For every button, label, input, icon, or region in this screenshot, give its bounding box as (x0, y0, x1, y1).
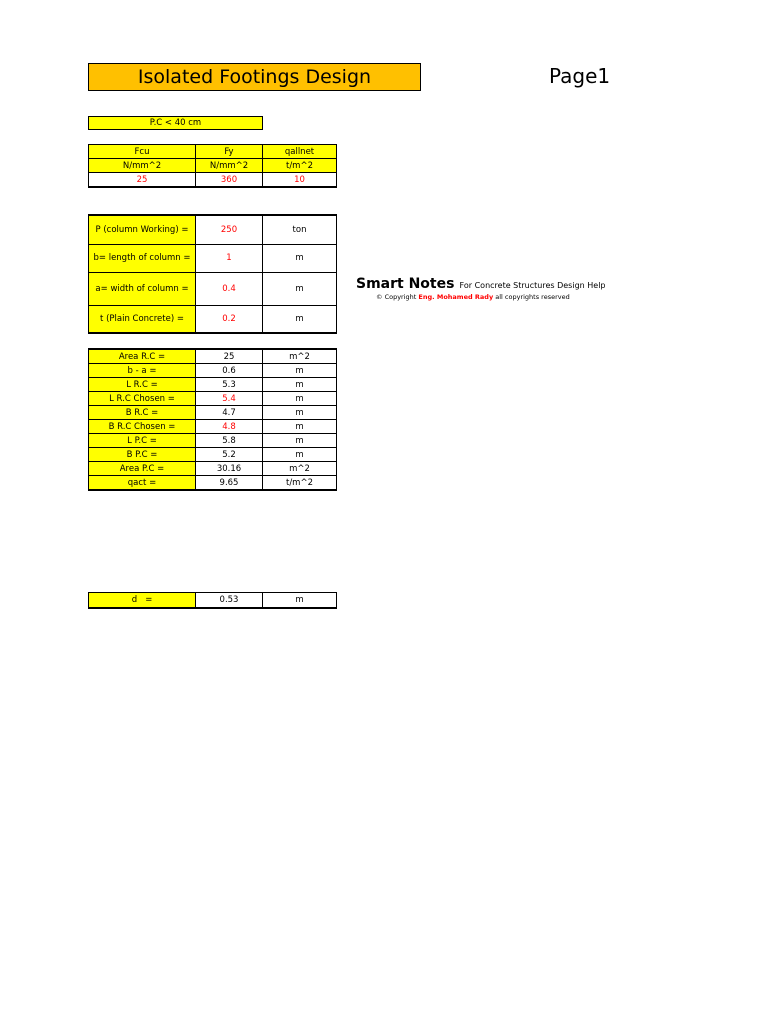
b-minus-a-unit-cell[interactable]: m (263, 364, 337, 378)
column-input-row (89, 215, 337, 244)
l-rc-chosen-label-cell[interactable]: L R.C Chosen = (89, 392, 196, 406)
l-rc-chosen-unit-cell[interactable]: m (263, 392, 337, 406)
area-pc-unit-cell[interactable]: m^2 (263, 462, 337, 476)
plain-concrete-label-cell[interactable]: t (Plain Concrete) = (89, 305, 196, 333)
results-row (89, 392, 337, 406)
column-input-row (89, 244, 337, 272)
results-row (89, 420, 337, 434)
column-load-label-cell[interactable]: P (column Working) = (89, 215, 196, 244)
fy-unit-cell[interactable]: N/mm^2 (196, 159, 263, 173)
area-rc-unit-cell[interactable]: m^2 (263, 349, 337, 364)
fcu-header-cell[interactable]: Fcu (89, 145, 196, 159)
l-pc-unit-cell[interactable]: m (263, 434, 337, 448)
materials-table (88, 144, 337, 188)
b-rc-value-cell[interactable]: 4.7 (196, 406, 263, 420)
l-rc-value-cell[interactable]: 5.3 (196, 378, 263, 392)
qallnet-unit-cell[interactable]: t/m^2 (263, 159, 337, 173)
b-rc-chosen-label-cell[interactable]: B R.C Chosen = (89, 420, 196, 434)
qallnet-value-cell[interactable]: 10 (263, 173, 337, 188)
results-row (89, 448, 337, 462)
b-pc-value-cell[interactable]: 5.2 (196, 448, 263, 462)
l-rc-unit-cell[interactable]: m (263, 378, 337, 392)
column-width-unit-cell[interactable]: m (263, 272, 337, 305)
results-row (89, 434, 337, 448)
b-rc-chosen-value-cell[interactable]: 4.8 (196, 420, 263, 434)
results-row (89, 378, 337, 392)
b-rc-label-cell[interactable]: B R.C = (89, 406, 196, 420)
results-row (89, 364, 337, 378)
plain-concrete-unit-cell[interactable]: m (263, 305, 337, 333)
results-table (88, 348, 337, 491)
area-pc-value-cell[interactable]: 30.16 (196, 462, 263, 476)
column-load-unit-cell[interactable]: ton (263, 215, 337, 244)
l-pc-label-cell[interactable]: L P.C = (89, 434, 196, 448)
results-row (89, 476, 337, 491)
fcu-value-cell[interactable]: 25 (89, 173, 196, 188)
b-minus-a-value-cell[interactable]: 0.6 (196, 364, 263, 378)
qallnet-header-cell[interactable]: qallnet (263, 145, 337, 159)
b-minus-a-label-cell[interactable]: b - a = (89, 364, 196, 378)
column-inputs-table (88, 214, 337, 334)
column-width-value-cell[interactable]: 0.4 (196, 272, 263, 305)
plain-concrete-value-cell[interactable]: 0.2 (196, 305, 263, 333)
qact-value-cell[interactable]: 9.65 (196, 476, 263, 491)
copyright-author: Eng. Mohamed Rady (418, 293, 494, 301)
column-load-value-cell[interactable]: 250 (196, 215, 263, 244)
fy-value-cell[interactable]: 360 (196, 173, 263, 188)
smart-notes-banner (356, 273, 606, 292)
column-length-value-cell[interactable]: 1 (196, 244, 263, 272)
materials-value-row (89, 173, 337, 188)
b-rc-unit-cell[interactable]: m (263, 406, 337, 420)
l-rc-label-cell[interactable]: L R.C = (89, 378, 196, 392)
l-rc-chosen-value-cell[interactable]: 5.4 (196, 392, 263, 406)
depth-label-cell[interactable]: d = (89, 593, 196, 609)
results-row (89, 349, 337, 364)
depth-value-cell[interactable]: 0.53 (196, 593, 263, 609)
materials-unit-row (89, 159, 337, 173)
b-pc-label-cell[interactable]: B P.C = (89, 448, 196, 462)
materials-header-row (89, 145, 337, 159)
depth-unit-cell[interactable]: m (263, 593, 337, 609)
column-input-row (89, 305, 337, 333)
fcu-unit-cell[interactable]: N/mm^2 (89, 159, 196, 173)
b-rc-chosen-unit-cell[interactable]: m (263, 420, 337, 434)
results-row (89, 462, 337, 476)
page-title: Isolated Footings Design (88, 63, 421, 91)
copyright-suffix: all copyrights reserved (495, 293, 570, 301)
depth-table (88, 592, 337, 609)
qact-label-cell[interactable]: qact = (89, 476, 196, 491)
l-pc-value-cell[interactable]: 5.8 (196, 434, 263, 448)
area-rc-value-cell[interactable]: 25 (196, 349, 263, 364)
b-pc-unit-cell[interactable]: m (263, 448, 337, 462)
fy-header-cell[interactable]: Fy (196, 145, 263, 159)
copyright-prefix: © Copyright (376, 293, 417, 301)
pc-note-cell[interactable]: P.C < 40 cm (88, 116, 263, 130)
column-width-label-cell[interactable]: a= width of column = (89, 272, 196, 305)
copyright-line (376, 293, 570, 301)
column-length-label-cell[interactable]: b= length of column = (89, 244, 196, 272)
area-rc-label-cell[interactable]: Area R.C = (89, 349, 196, 364)
page-number-label: Page1 (549, 64, 611, 88)
column-length-unit-cell[interactable]: m (263, 244, 337, 272)
results-row (89, 406, 337, 420)
area-pc-label-cell[interactable]: Area P.C = (89, 462, 196, 476)
qact-unit-cell[interactable]: t/m^2 (263, 476, 337, 491)
column-input-row (89, 272, 337, 305)
smart-notes-tagline: For Concrete Structures Design Help (459, 281, 606, 290)
depth-row (89, 593, 337, 609)
smart-notes-brand: Smart Notes (356, 276, 455, 292)
